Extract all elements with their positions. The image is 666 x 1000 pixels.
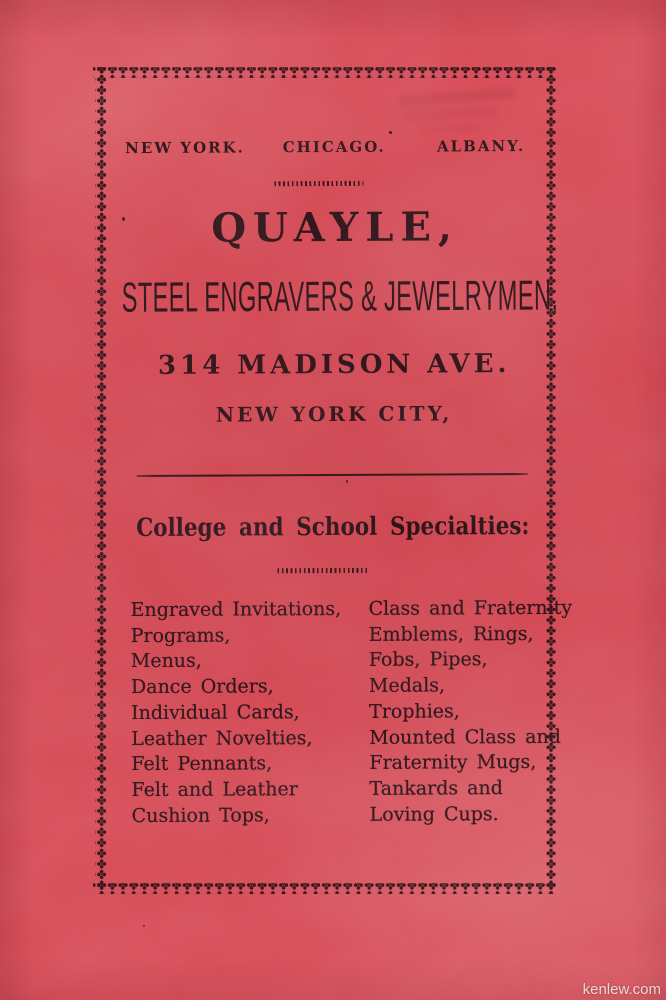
ink-speck [389, 131, 392, 134]
specialties-column-left [131, 597, 343, 829]
city-albany: ALBANY. [436, 136, 526, 156]
list-item: Felt and Leather [131, 778, 298, 801]
list-item: Dance Orders, [130, 675, 274, 699]
list-item: Menus, [130, 650, 202, 673]
city-chicago: CHICAGO. [282, 137, 386, 157]
list-item: Felt Pennants, [131, 752, 273, 776]
specialties-columns [1, 595, 666, 827]
list-item: Medals, [368, 674, 446, 697]
ink-speck [346, 480, 348, 483]
list-item: Emblems, Rings, [368, 622, 534, 646]
list-item: Leather Novelties, [131, 726, 313, 750]
watermark: kenlew.com [582, 981, 661, 998]
section-heading: College and School Specialties: [136, 510, 530, 543]
section-heading-row [0, 510, 666, 542]
list-item: Mounted Class and [369, 725, 561, 749]
city-state-line: NEW YORK CITY, [215, 401, 453, 427]
list-item: Trophies, [369, 700, 460, 723]
company-name: QUAYLE, [211, 203, 460, 252]
list-item: Cushion Tops, [131, 803, 270, 827]
company-tagline: STEEL ENGRAVERS & JEWELRYMEN, [121, 271, 559, 321]
list-item: Individual Cards, [131, 700, 300, 724]
list-item: Loving Cups. [369, 802, 499, 826]
street-address: 314 MADISON AVE. [157, 349, 511, 381]
list-item: Engraved Invitations, [130, 597, 342, 622]
list-item: Programs, [130, 624, 231, 647]
city-new-york: NEW YORK. [125, 138, 245, 158]
ink-speck [143, 925, 145, 927]
tagline-row [0, 271, 665, 321]
ink-speck [122, 217, 125, 221]
horizontal-rule [137, 473, 528, 477]
list-item: Fobs, Pipes, [368, 648, 488, 672]
list-item: Fraternity Mugs, [369, 751, 537, 775]
dashed-ornament-divider [277, 568, 368, 573]
list-item: Tankards and [369, 777, 503, 800]
dashed-ornament-divider [274, 181, 363, 186]
list-item: Class and Fraternity [368, 596, 573, 620]
cities-row [0, 136, 664, 161]
specialties-column-right [369, 596, 574, 828]
